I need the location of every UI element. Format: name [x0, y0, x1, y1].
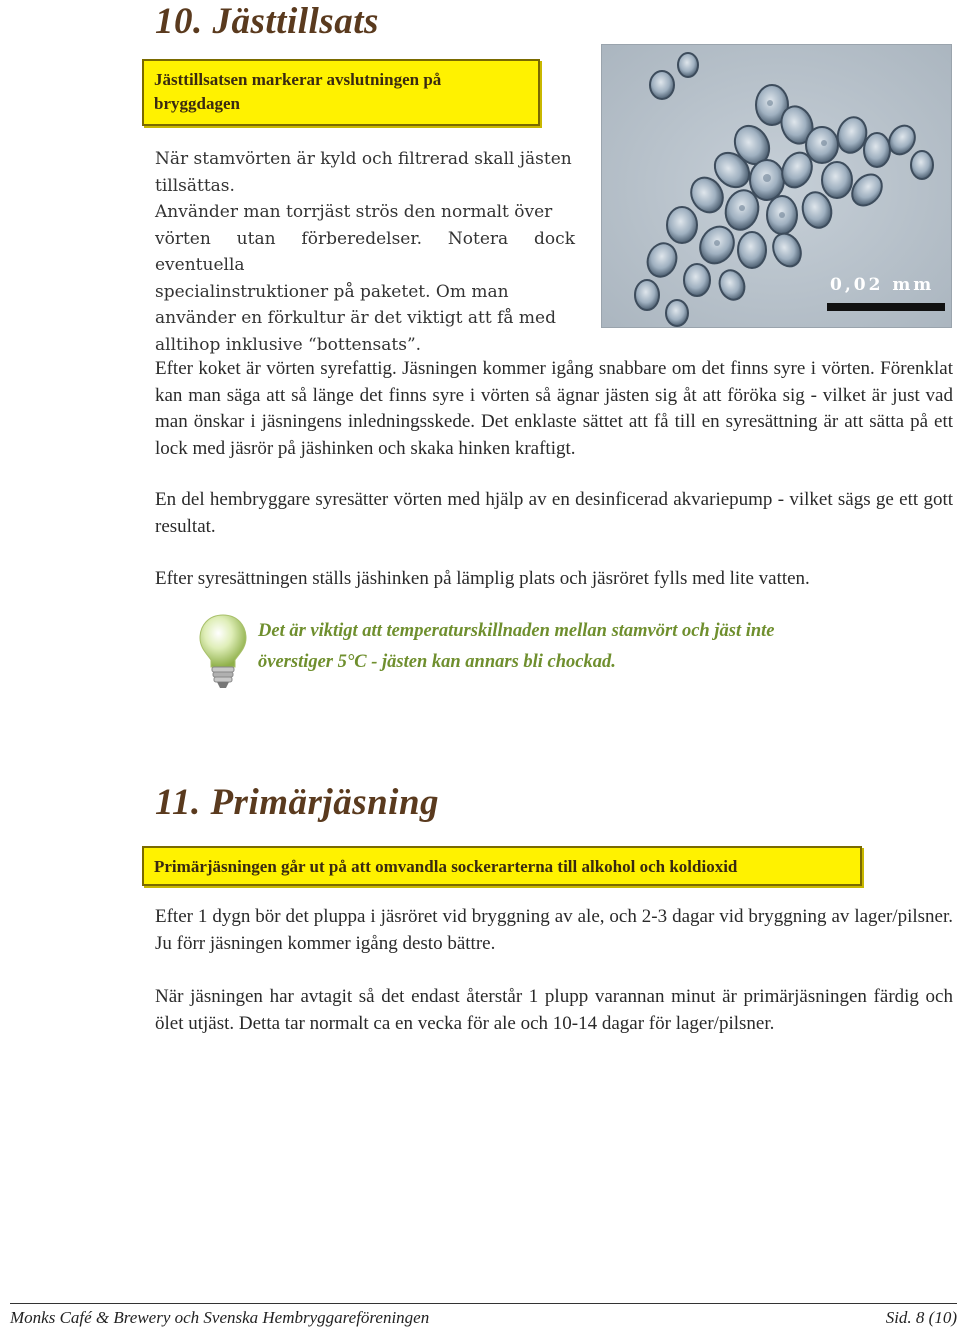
section-heading-10: 10. Jästtillsats: [155, 1, 379, 42]
yeast-microscope-photo: [601, 44, 952, 328]
intro-line: När stamvörten är kyld och filtrerad skall jästen: [155, 149, 572, 169]
page-number: Sid. 8 (10): [885, 1308, 957, 1327]
callout-box: Jästtillsatsen markerar avslutningen på bryggdagen: [142, 59, 540, 126]
paragraph-fermentation-done: När jäsningen har avtagit så det endast återstår 1 plupp varannan minut är primärjäsningen färdig och ölet utjäst. Detta tar normalt ca en vecka för ale och 10-14 dagar för lager/pilsner.: [155, 986, 953, 1034]
tip-line: överstiger 5°C - jästen kan annars bli chockad.: [258, 652, 616, 672]
callout-box: Primärjäsningen går ut på att omvandla sockerarterna till alkohol och koldioxid: [142, 846, 862, 886]
paragraph-placement: Efter syresättningen ställs jäshinken på lämplig plats och jäsröret fylls med lite vatten.: [155, 568, 810, 589]
tip-line: Det är viktigt att temperaturskillnaden mellan stamvört och jäst inte: [258, 621, 775, 641]
scale-label: 0,02 mm: [830, 275, 935, 295]
intro-line: vörten utan förberedelser. Notera dock eventuella: [155, 228, 575, 275]
section-heading-11: 11. Primärjäsning: [155, 782, 440, 823]
footer-divider: [10, 1303, 957, 1304]
footer-publisher: Monks Café & Brewery och Svenska Hembryggareföreningen: [10, 1308, 430, 1327]
scale-bar: [827, 303, 945, 311]
intro-line: Använder man torrjäst strös den normalt över: [155, 202, 553, 222]
lightbulb-icon: [196, 612, 250, 690]
paragraph-oxygen: Efter koket är vörten syrefattig. Jäsningen kommer igång snabbare om det finns syre i vörten. Förenklat kan man säga att så länge det finns syre i vörten så ägnar jästen sig åt att föröka sig - vilket är just vad man önskar i jäsningens inledningsskede. Det enklaste sättet att få till en syresättning är att sätta på ett lock med jäsrör på jäshinken och skaka hinken kraftigt.: [155, 358, 953, 459]
intro-line: alltihop inklusive “bottensats”.: [155, 334, 422, 355]
temperature-tip: [258, 616, 858, 678]
paragraph-aquarium-pump: En del hembryggare syresätter vörten med hjälp av en desinficerad akvariepump - vilket sägs ge ett gott resultat.: [155, 489, 953, 537]
intro-line: använder en förkultur är det viktigt att få med: [155, 308, 556, 328]
intro-line: tillsättas.: [155, 175, 235, 196]
intro-text: [155, 146, 575, 358]
intro-line: specialinstruktioner på paketet. Om man: [155, 281, 509, 302]
paragraph-bubbling: Efter 1 dygn bör det pluppa i jäsröret vid bryggning av ale, och 2-3 dagar vid bryggning av lager/pilsner. Ju förr jäsningen kommer igång desto bättre.: [155, 906, 953, 954]
